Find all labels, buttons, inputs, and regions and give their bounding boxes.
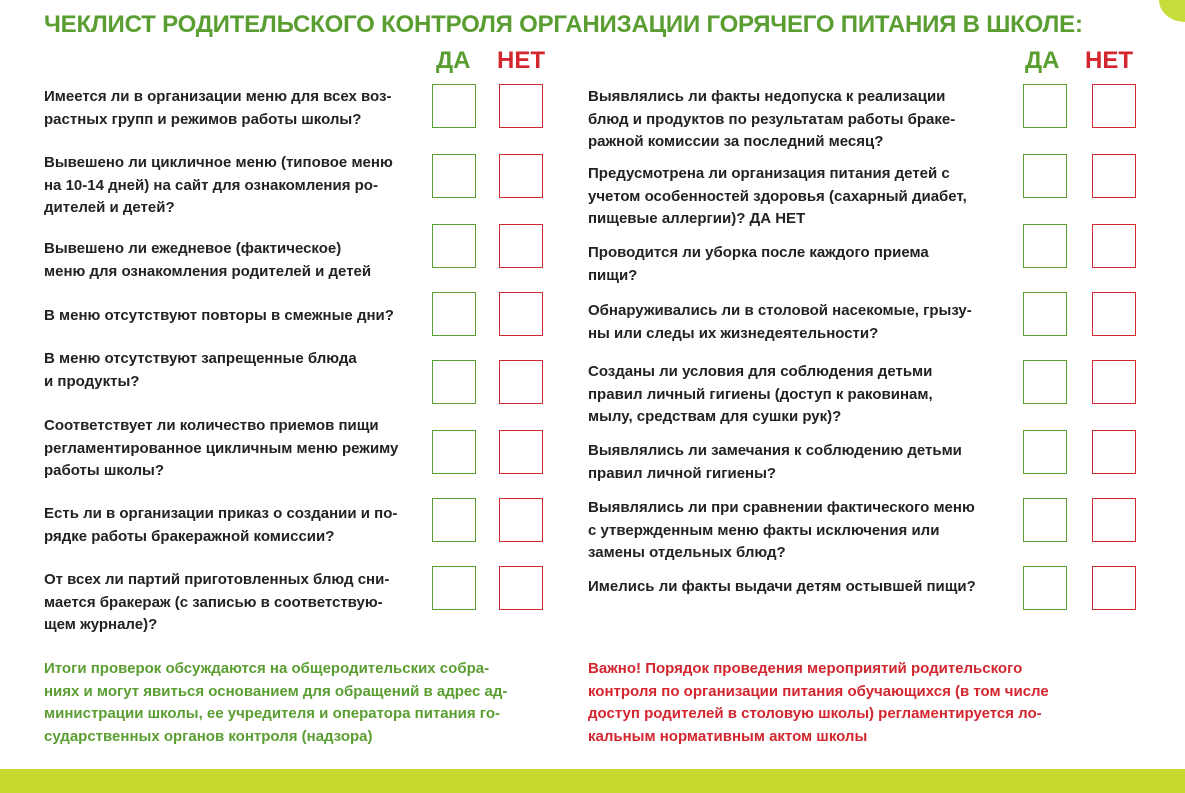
footer-note-important: Важно! Порядок проведения мероприятий родительского контроля по организации питания обучающихся (в том числе доступ родителей в столовую школы) регламентируется ло- кальным нормативным актом школы bbox=[588, 660, 1049, 745]
right-no-checkbox-5[interactable] bbox=[1092, 360, 1136, 404]
left-yes-checkbox-4[interactable] bbox=[432, 292, 476, 336]
left-yes-checkbox-8[interactable] bbox=[432, 566, 476, 610]
right-question-2: Предусмотрена ли организация питания детей с учетом особенностей здоровья (сахарный диабет, пищевые аллергии)? ДА НЕТ bbox=[588, 165, 967, 227]
left-no-checkbox-8[interactable] bbox=[499, 566, 543, 610]
right-yes-checkbox-1[interactable] bbox=[1023, 84, 1067, 128]
left-yes-checkbox-7[interactable] bbox=[432, 498, 476, 542]
right-no-checkbox-4[interactable] bbox=[1092, 292, 1136, 336]
right-no-checkbox-6[interactable] bbox=[1092, 430, 1136, 474]
left-question-6: Соответствует ли количество приемов пищи регламентированное цикличным меню режиму работы школы? bbox=[44, 417, 399, 479]
left-yes-checkbox-6[interactable] bbox=[432, 430, 476, 474]
left-column-no-header: НЕТ bbox=[497, 47, 545, 74]
right-no-checkbox-1[interactable] bbox=[1092, 84, 1136, 128]
left-yes-checkbox-1[interactable] bbox=[432, 84, 476, 128]
left-no-checkbox-5[interactable] bbox=[499, 360, 543, 404]
left-no-checkbox-6[interactable] bbox=[499, 430, 543, 474]
right-no-checkbox-7[interactable] bbox=[1092, 498, 1136, 542]
left-question-8: От всех ли партий приготовленных блюд сни- мается бракераж (с записью в соответствую- щем журнале)? bbox=[44, 571, 390, 633]
left-question-1: Имеется ли в организации меню для всех воз- растных групп и режимов работы школы? bbox=[44, 88, 392, 128]
right-yes-checkbox-7[interactable] bbox=[1023, 498, 1067, 542]
left-no-checkbox-7[interactable] bbox=[499, 498, 543, 542]
right-yes-checkbox-4[interactable] bbox=[1023, 292, 1067, 336]
left-question-3: Вывешено ли ежедневое (фактическое) меню для ознакомления родителей и детей bbox=[44, 240, 372, 280]
right-yes-checkbox-5[interactable] bbox=[1023, 360, 1067, 404]
left-yes-checkbox-3[interactable] bbox=[432, 224, 476, 268]
right-question-6: Выявлялись ли замечания к соблюдению детьми правил личной гигиены? bbox=[588, 442, 962, 482]
right-question-4: Обнаруживались ли в столовой насекомые, грызу- ны или следы их жизнедеятельности? bbox=[588, 302, 972, 342]
page-title: ЧЕКЛИСТ РОДИТЕЛЬСКОГО КОНТРОЛЯ ОРГАНИЗАЦИИ ГОРЯЧЕГО ПИТАНИЯ В ШКОЛЕ: bbox=[44, 11, 1083, 38]
right-no-checkbox-3[interactable] bbox=[1092, 224, 1136, 268]
left-no-checkbox-2[interactable] bbox=[499, 154, 543, 198]
right-no-checkbox-2[interactable] bbox=[1092, 154, 1136, 198]
right-question-3: Проводится ли уборка после каждого приема пищи? bbox=[588, 244, 929, 284]
left-question-5: В меню отсутствуют запрещенные блюда и продукты? bbox=[44, 350, 357, 390]
bottom-decorative-band bbox=[0, 769, 1185, 793]
right-column-yes-header: ДА bbox=[1025, 47, 1060, 74]
left-question-7: Есть ли в организации приказ о создании и по- рядке работы бракеражной комиссии? bbox=[44, 505, 398, 545]
right-question-8: Имелись ли факты выдачи детям остывшей пищи? bbox=[588, 578, 976, 595]
left-no-checkbox-1[interactable] bbox=[499, 84, 543, 128]
footer-note-results: Итоги проверок обсуждаются на общеродительских собра- ниях и могут явиться основанием для обращений в адрес ад- министрации школы, ее учредителя и оператора питания го- сударственных органов контроля (надзора) bbox=[44, 660, 508, 745]
left-no-checkbox-3[interactable] bbox=[499, 224, 543, 268]
right-column-no-header: НЕТ bbox=[1085, 47, 1133, 74]
left-yes-checkbox-5[interactable] bbox=[432, 360, 476, 404]
left-yes-checkbox-2[interactable] bbox=[432, 154, 476, 198]
right-question-1: Выявлялись ли факты недопуска к реализации блюд и продуктов по результатам работы браке- ражной комиссии за последний месяц? bbox=[588, 88, 956, 150]
left-question-2: Вывешено ли цикличное меню (типовое меню на 10-14 дней) на сайт для ознакомления ро- дителей и детей? bbox=[44, 154, 393, 216]
right-no-checkbox-8[interactable] bbox=[1092, 566, 1136, 610]
left-question-4: В меню отсутствуют повторы в смежные дни? bbox=[44, 307, 394, 324]
right-yes-checkbox-2[interactable] bbox=[1023, 154, 1067, 198]
right-yes-checkbox-8[interactable] bbox=[1023, 566, 1067, 610]
left-no-checkbox-4[interactable] bbox=[499, 292, 543, 336]
right-yes-checkbox-3[interactable] bbox=[1023, 224, 1067, 268]
left-column-yes-header: ДА bbox=[436, 47, 471, 74]
right-question-7: Выявлялись ли при сравнении фактического меню с утвержденным меню факты исключения или замены отдельных блюд? bbox=[588, 499, 975, 561]
decorative-leaf-corner bbox=[1159, 0, 1185, 22]
right-question-5: Созданы ли условия для соблюдения детьми правил личный гигиены (доступ к раковинам, мылу, средствам для сушки рук)? bbox=[588, 363, 933, 425]
right-yes-checkbox-6[interactable] bbox=[1023, 430, 1067, 474]
